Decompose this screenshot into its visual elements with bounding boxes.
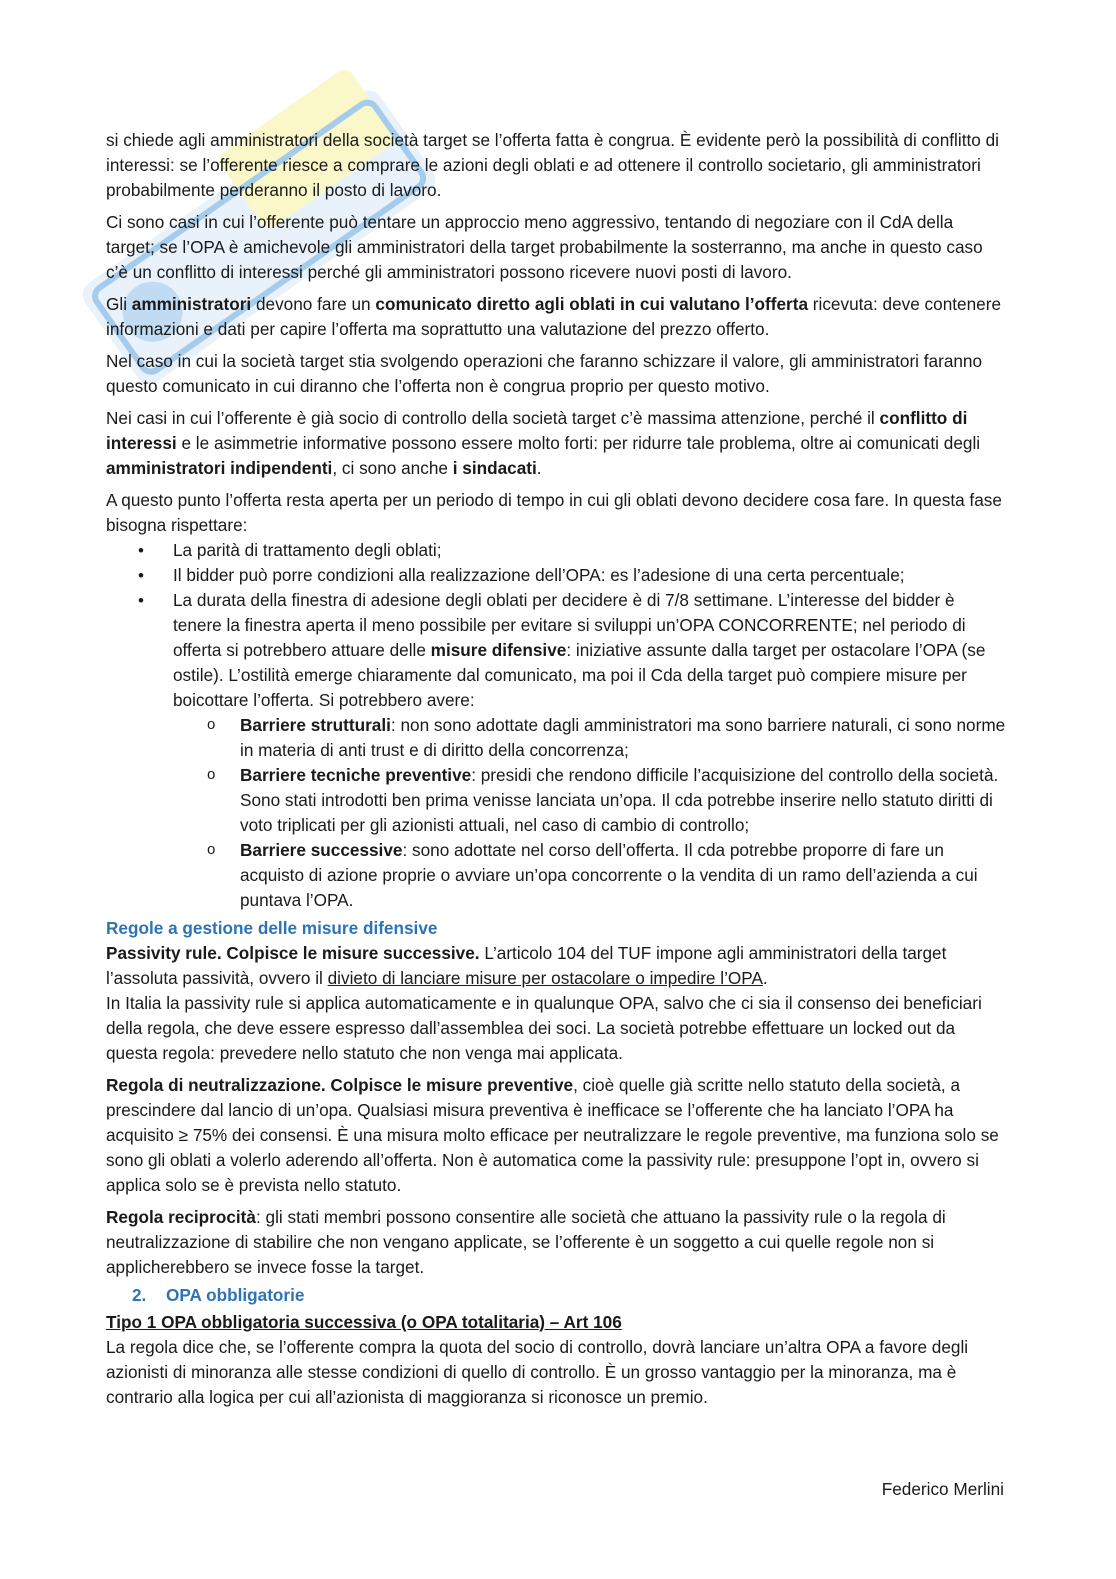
paragraph-passivity: Passivity rule. Colpisce le misure successive. L’articolo 104 del TUF impone agli amministratori della target l’assoluta passività, ovvero il divieto di lanciare misure per ostacolare o impedire l’OPA.: [106, 943, 947, 988]
list-item: • La parità di trattamento degli oblati;: [106, 538, 1006, 563]
document-body: [106, 128, 1006, 1417]
paragraph-valore: Nel caso in cui la società target stia svolgendo operazioni che faranno schizzare il valore, gli amministratori faranno questo comunicato in cui diranno che l’offerta non è congrua proprio per questo motivo.: [106, 351, 983, 396]
sub-list-item: o Barriere strutturali: non sono adottate dagli amministratori ma sono barriere naturali, ci sono norme in materia di anti trust e di diritto della concorrenza;: [173, 713, 1006, 763]
paragraph-reciprocita: Regola reciprocità: gli stati membri possono consentire alle società che attuano la passivity rule o la regola di neutralizzazione di stabilire che non vengano applicate, se l’offerente è un soggetto a cui quelle regole non si applicherebbero se invece fosse la target.: [106, 1207, 946, 1277]
subsection-heading: Tipo 1 OPA obbligatoria successiva (o OPA totalitaria) – Art 106: [106, 1312, 622, 1332]
list-item: • La durata della finestra di adesione degli oblati per decidere è di 7/8 settimane. L’interesse del bidder è tenere la finestra aperta il meno possibile per evitare si sviluppi un’OPA CONCORRENTE; nel periodo di offerta si potrebbero attuare delle misure difensive: iniziative assunte dalla target per ostacolare l’OPA (se ostile). L’ostilità emerge chiaramente dal comunicato, ma poi il Cda della target può compiere misure per boicottare l’offerta. Si potrebbero avere: o Barriere strutturali: non sono adottate dagli amministratori ma sono barriere naturali, ci sono norme in materia di anti trust e di diritto della concorrenza; o Barriere tecniche preventive: presidi che rendono difficile l’acquisizione del controllo della società. Sono stati introdotti ben prima venisse lanciata un’opa. Il cda potrebbe inserire nello statuto diritti di voto triplicati per gli azionisti attuali, nel caso di cambio di controllo; o Barriere successive: sono adottate nel corso dell’offerta. Il cda potrebbe proporre di fare un acquisto di azione proprie o avviare un’opa concorrente o la vendita di un ramo dell’azienda a cui puntava l’OPA.: [106, 588, 1006, 913]
paragraph-approccio: Ci sono casi in cui l’offerente può tentare un approccio meno aggressivo, tentando di negoziare con il CdA della target; se l’OPA è amichevole gli amministratori della target probabilmente la sosterranno, ma anche in questo caso c’è un conflitto di interessi perché gli amministratori possono ricevere nuovi posti di lavoro.: [106, 212, 983, 282]
heading-number: 2.: [132, 1285, 147, 1305]
paragraph-neutralizzazione: Regola di neutralizzazione. Colpisce le misure preventive, cioè quelle già scritte nello statuto della società, a prescindere dal lancio di un’opa. Qualsiasi misura preventiva è inefficace se l’offerente che ha lanciato l’OPA ha acquisito ≥ 75% dei consensi. È una misura molto efficace per neutralizzare le regole preventive, ma funziona solo se sono gli oblati a volerlo aderendo all’offerta. Non è automatica come la passivity rule: presuppone l’opt in, ovvero si applica solo se è prevista nello statuto.: [106, 1075, 999, 1195]
paragraph-fase: A questo punto l’offerta resta aperta per un periodo di tempo in cui gli oblati devono decidere cosa fare. In questa fase bisogna rispettare:: [106, 490, 1002, 535]
list-item: • Il bidder può porre condizioni alla realizzazione dell’OPA: es l’adesione di una certa percentuale;: [106, 563, 1006, 588]
paragraph-socio-controllo: Nei casi in cui l’offerente è già socio di controllo della società target c’è massima attenzione, perché il conflitto di interessi e le asimmetrie informative possono essere molto forti: per ridurre tale problema, oltre ai comunicati degli amministratori indipendenti, ci sono anche i sindacati.: [106, 408, 981, 478]
paragraph-comunicato: Gli amministratori devono fare un comunicato diretto agli oblati in cui valutano l’offerta ricevuta: deve contenere informazioni e dati per capire l’offerta ma soprattutto una valutazione del prezzo offerto.: [106, 294, 1001, 339]
paragraph-passivity-italia: In Italia la passivity rule si applica automaticamente e in qualunque OPA, salvo che ci sia il consenso dei beneficiari della regola, che deve essere espresso dall’assemblea dei soci. La società potrebbe effettuare un locked out da questa regola: prevedere nello statuto che non venga mai applicata.: [106, 993, 982, 1063]
sub-list-item: o Barriere successive: sono adottate nel corso dell’offerta. Il cda potrebbe proporre di fare un acquisto di azione proprie o avviare un’opa concorrente o la vendita di un ramo dell’azienda a cui puntava l’OPA.: [173, 838, 1006, 913]
sub-list-item: o Barriere tecniche preventive: presidi che rendono difficile l’acquisizione del controllo della società. Sono stati introdotti ben prima venisse lanciata un’opa. Il cda potrebbe inserire nello statuto diritti di voto triplicati per gli azionisti attuali, nel caso di cambio di controllo;: [173, 763, 1006, 838]
section-heading: Regole a gestione delle misure difensive: [106, 918, 438, 938]
page-footer-author: Federico Merlini: [881, 1479, 1004, 1499]
heading-title: OPA obbligatorie: [166, 1285, 305, 1305]
paragraph-tipo1: La regola dice che, se l’offerente compra la quota del socio di controllo, dovrà lanciare un’altra OPA a favore degli azionisti di minoranza alle stesse condizioni di quello di controllo. È un grosso vantaggio per la minoranza, ma è contrario alla logica per cui all’azionista di maggioranza si riconosce un premio.: [106, 1337, 969, 1407]
paragraph-conflitto: si chiede agli amministratori della società target se l’offerta fatta è congrua. È evidente però la possibilità di conflitto di interessi: se l’offerente riesce a comprare le azioni degli oblati e ad ottenere il controllo societario, gli amministratori probabilmente perderanno il posto di lavoro.: [106, 130, 999, 200]
numbered-heading: [106, 1283, 1006, 1308]
sub-bullet-list: [173, 713, 1006, 913]
bullet-list: [106, 538, 1006, 913]
